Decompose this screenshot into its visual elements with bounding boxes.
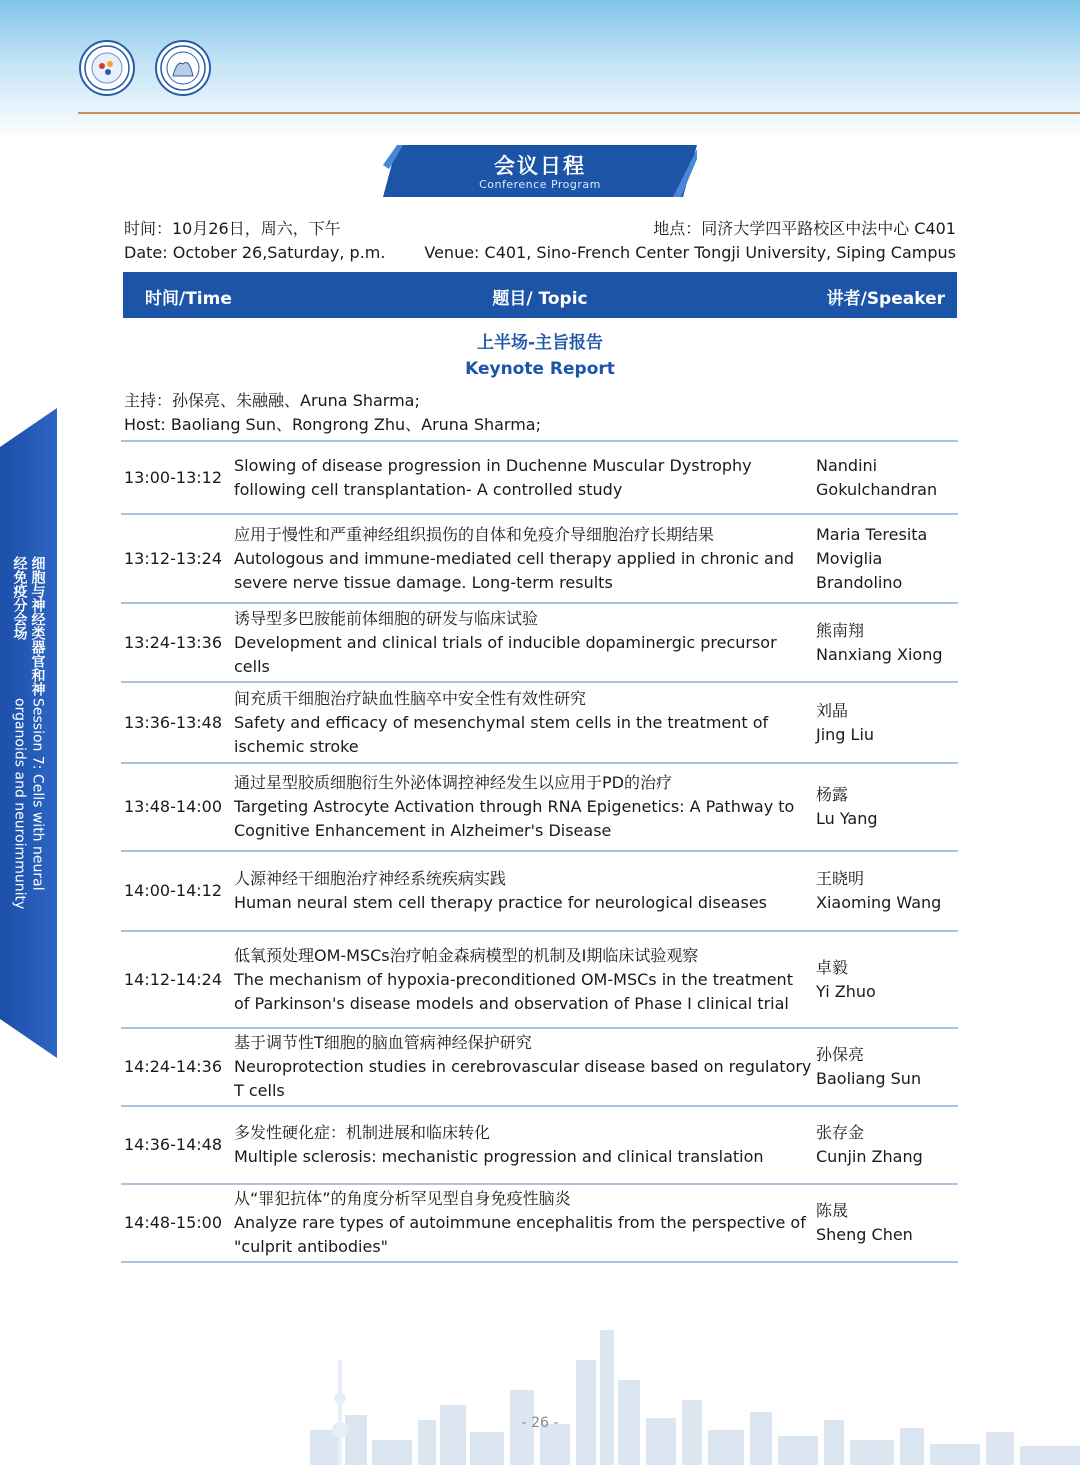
row-time: 13:48-14:00 (124, 797, 222, 816)
host-cn: 主持：孙保亮、朱融融、Aruna Sharma; (124, 391, 420, 410)
header-divider (78, 112, 1080, 114)
row-topic: 基于调节性T细胞的脑血管病神经保护研究 Neuroprotection studies in cerebrovascular disease based on regulatory T cells (234, 1033, 812, 1100)
date-cn: 时间：10月26日，周六，下午 (124, 219, 341, 238)
row-time: 13:00-13:12 (124, 467, 222, 487)
schedule-table-header (123, 272, 957, 318)
row-topic: 诱导型多巴胺能前体细胞的研发与临床试验 Development and clinical trials of inducible dopaminergic precursor cells (234, 608, 777, 676)
table-row (121, 440, 958, 513)
venue-info (424, 217, 956, 265)
row-topic: 间充质干细胞治疗缺血性脑卒中安全性有效性研究 Safety and efficacy of mesenchymal stem cells in the treatment of ischemic stroke (234, 688, 769, 756)
conference-logo (79, 40, 135, 96)
row-topic: 多发性硬化症：机制进展和临床转化 Multiple sclerosis: mechanistic progression and clinical translation (234, 1123, 764, 1166)
banner-subtitle: Conference Program (479, 178, 601, 191)
session-title (123, 330, 957, 382)
side-label-en: Session 7: Cells with neural organoids and neuroimmunity (11, 697, 46, 909)
row-topic: 低氧预处理OM-MSCs治疗帕金森病模型的机制及I期临床试验观察 The mechanism of hypoxia-preconditioned OM-MSCs in the treatment of Parkinson's disease models and observation of Phase I clinical trial (234, 945, 793, 1013)
row-speaker: 张存金 Cunjin Zhang (816, 1123, 923, 1166)
university-logo (155, 40, 211, 96)
column-speaker: 讲者/Speaker (826, 289, 945, 309)
table-row (121, 930, 958, 1027)
session-title-cn: 上半场-主旨报告 (476, 333, 604, 353)
table-row (121, 602, 958, 681)
row-time: 13:12-13:24 (124, 548, 222, 568)
row-time: 14:36-14:48 (124, 1135, 222, 1154)
row-topic: Slowing of disease progression in Duchenne Muscular Dystrophy following cell transplantation- A controlled study (234, 455, 752, 499)
table-row (121, 850, 958, 930)
table-row (121, 1027, 958, 1105)
schedule-rows (121, 440, 958, 1263)
row-time: 14:00-14:12 (124, 881, 222, 900)
row-topic: 人源神经干细胞治疗神经系统疾病实践 Human neural stem cell therapy practice for neurological diseases (234, 869, 767, 912)
venue-en: Venue: C401, Sino-French Center Tongji University, Siping Campus (424, 243, 956, 262)
date-en: Date: October 26,Saturday, p.m. (124, 243, 386, 262)
host-info (124, 389, 541, 437)
row-speaker: 陈晟 Sheng Chen (816, 1201, 913, 1244)
host-en: Host: Baoliang Sun、Rongrong Zhu、Aruna Sharma; (124, 415, 541, 434)
row-speaker: 王晓明 Xiaoming Wang (816, 869, 942, 912)
row-topic: 从“罪犯抗体”的角度分析罕见型自身免疫性脑炎 Analyze rare types of autoimmune encephalitis from the perspective of "culprit antibodies" (234, 1189, 806, 1256)
column-time: 时间/Time (145, 289, 232, 309)
row-topic: 通过星型胶质细胞衍生外泌体调控神经发生以应用于PD的治疗 Targeting Astrocyte Activation through RNA Epigenetics: A Pathway to Cognitive Enhancement in Alzheimer's Disease (234, 773, 795, 840)
row-time: 13:24-13:36 (124, 632, 222, 652)
table-row (121, 681, 958, 762)
table-row (121, 762, 958, 850)
date-info (124, 217, 385, 265)
banner-title: 会议日程 (494, 154, 586, 178)
row-speaker: 熊南翔 Nanxiang Xiong (816, 620, 943, 664)
session-side-label (0, 556, 57, 956)
row-speaker: 卓毅 Yi Zhuo (816, 957, 876, 1001)
city-skyline-decoration (300, 1320, 1080, 1465)
column-topic: 题目/ Topic (492, 289, 588, 309)
row-speaker: 杨露 Lu Yang (816, 785, 878, 828)
side-label-cn: 细胞与神经类器官和神经免疫分会场 (11, 556, 46, 696)
row-time: 14:48-15:00 (124, 1213, 222, 1232)
row-speaker: Maria Teresita Moviglia Brandolino (816, 524, 928, 592)
row-time: 13:36-13:48 (124, 712, 222, 732)
venue-cn: 地点：同济大学四平路校区中法中心 C401 (653, 219, 956, 238)
row-time: 14:12-14:24 (124, 969, 222, 989)
row-speaker: 孙保亮 Baoliang Sun (816, 1045, 922, 1088)
table-row (121, 1105, 958, 1183)
page-number: - 26 - (521, 1415, 559, 1431)
row-time: 14:24-14:36 (124, 1057, 222, 1076)
row-speaker: 刘晶 Jing Liu (816, 700, 875, 744)
program-banner (383, 145, 697, 197)
row-topic: 应用于慢性和严重神经组织损伤的自体和免疫介导细胞治疗长期结果 Autologous and immune-mediated cell therapy applied in chronic and severe nerve tissue damage. Long-term results (234, 524, 795, 592)
session-title-en: Keynote Report (465, 359, 615, 379)
table-row (121, 513, 958, 602)
table-row (121, 1183, 958, 1263)
row-speaker: Nandini Gokulchandran (816, 455, 938, 499)
